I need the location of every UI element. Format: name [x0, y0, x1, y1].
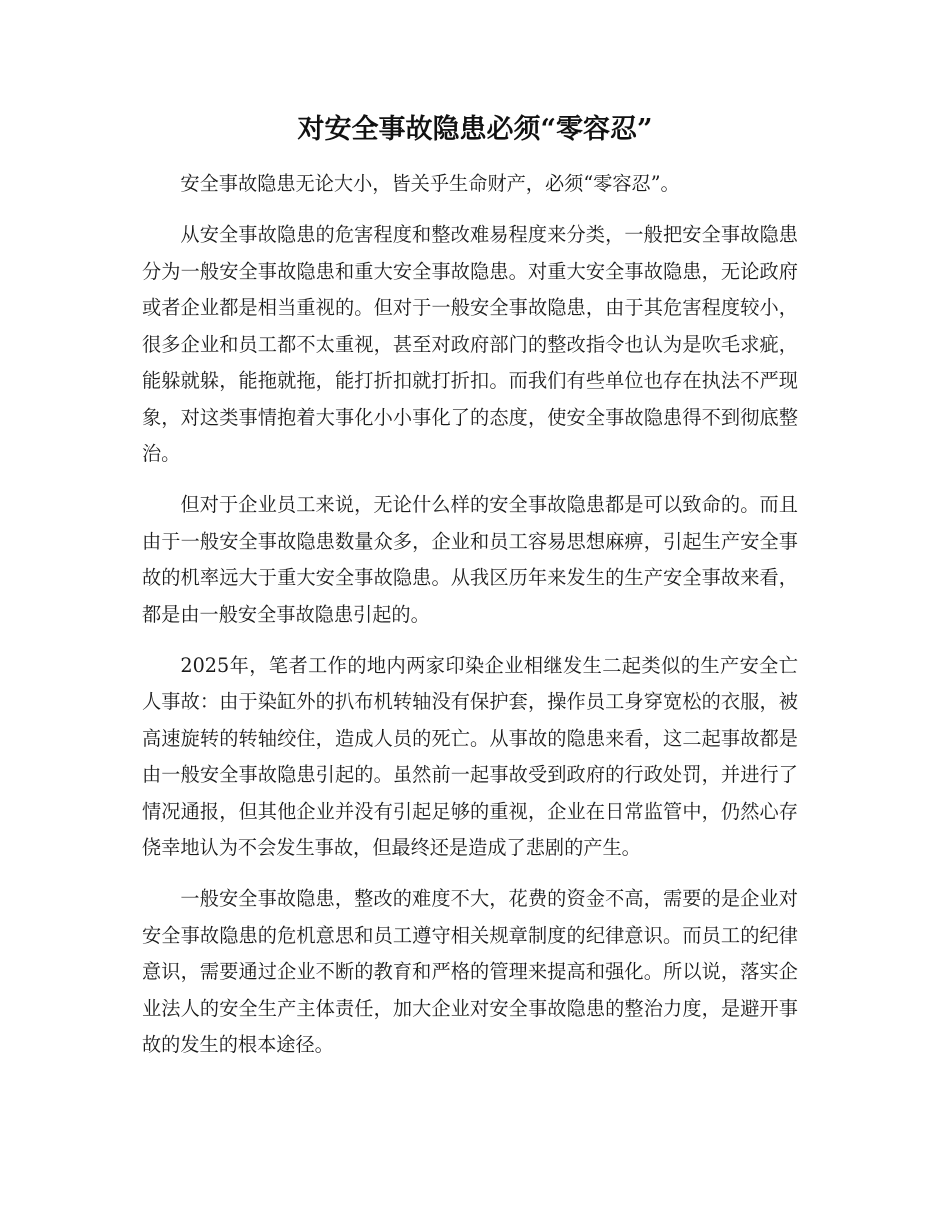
paragraph-case: 2025年，笔者工作的地内两家印染企业相继发生二起类似的生产安全亡人事故：由于染缸外的扒布机转轴没有保护套，操作员工身穿宽松的衣服，被高速旋转的转轴绞住，造成人员的死亡。从事故的隐患来看，这二起事故都是由一般安全事故隐患引起的。虽然前一起事故受到政府的行政处罚，并进行了情况通报，但其他企业并没有引起足够的重视，企业在日常监管中，仍然心存侥幸地认为不会发生事故，但最终还是造成了悲剧的产生。 — [142, 653, 798, 859]
document-title: 对安全事故隐患必须“零容忍” — [297, 114, 653, 145]
paragraph-classification: 从安全事故隐患的危害程度和整改难易程度来分类，一般把安全事故隐患分为一般安全事故隐患和重大安全事故隐患。对重大安全事故隐患，无论政府或者企业都是相当重视的。但对于一般安全事故隐患，由于其危害程度较小，很多企业和员工都不太重视，甚至对政府部门的整改指令也认为是吹毛求疵，能躲就躲，能拖就拖，能打折扣就打折扣。而我们有些单位也存在执法不严现象，对这类事情抱着大事化小小事化了的态度，使安全事故隐患得不到彻底整治。 — [142, 223, 798, 465]
document-body — [142, 166, 798, 1078]
paragraph-conclusion: 一般安全事故隐患，整改的难度不大，花费的资金不高，需要的是企业对安全事故隐患的危机意思和员工遵守相关规章制度的纪律意识。而员工的纪律意识，需要通过企业不断的教育和严格的管理来提高和强化。所以说，落实企业法人的安全生产主体责任，加大企业对安全事故隐患的整治力度，是避开事故的发生的根本途径。 — [142, 887, 798, 1056]
paragraph-intro: 安全事故隐患无论大小，皆关乎生命财产，必须“零容忍”。 — [180, 172, 680, 195]
paragraph-danger: 但对于企业员工来说，无论什么样的安全事故隐患都是可以致命的。而且由于一般安全事故隐患数量众多，企业和员工容易思想麻痹，引起生产安全事故的机率远大于重大安全事故隐患。从我区历年来发生的生产安全事故来看，都是由一般安全事故隐患引起的。 — [142, 493, 798, 626]
